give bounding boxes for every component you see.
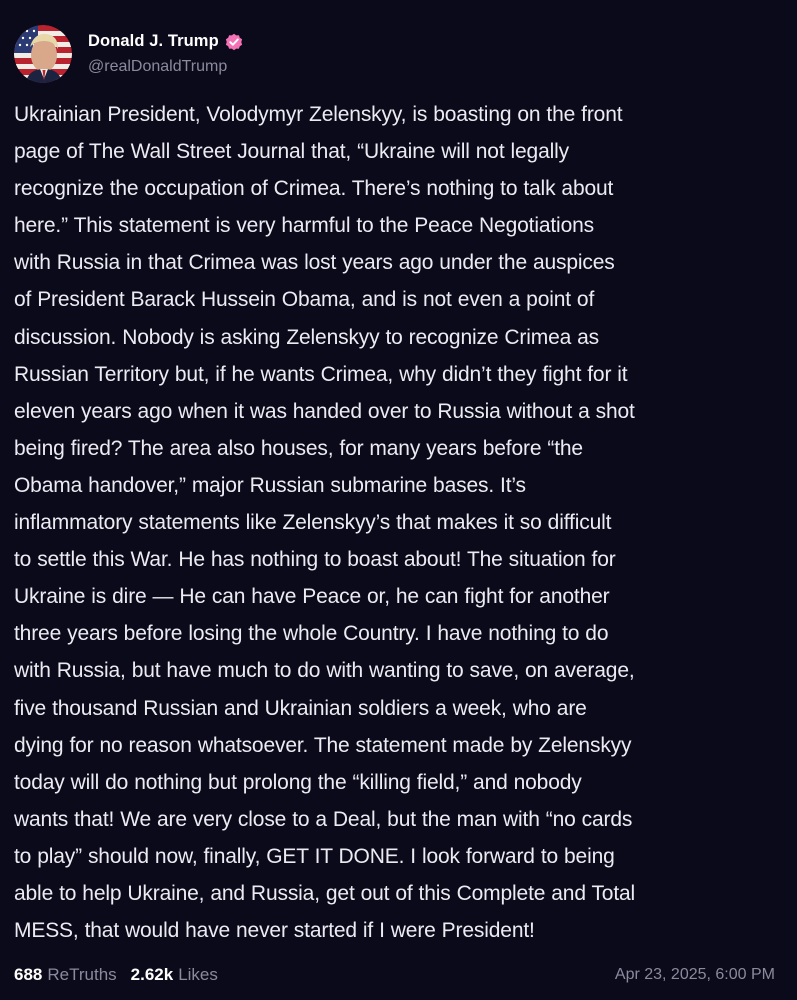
post-text-line: five thousand Russian and Ukrainian soldiers a week, who are — [14, 696, 587, 720]
post-text-line: eleven years ago when it was handed over to Russia without a shot — [14, 399, 635, 423]
post-header — [14, 25, 243, 83]
author-handle[interactable]: @realDonaldTrump — [88, 58, 228, 75]
likes-label: Likes — [178, 965, 218, 984]
retruths-label: ReTruths — [47, 965, 117, 984]
likes-stat[interactable] — [131, 965, 218, 985]
post-text-line: Obama handover,” major Russian submarine bases. It’s — [14, 473, 526, 497]
post-footer — [14, 962, 775, 988]
avatar-portrait-icon — [14, 25, 72, 83]
post-text-line: of President Barack Hussein Obama, and is not even a point of — [14, 288, 595, 312]
post-text-line: to play” should now, finally, GET IT DONE. I look forward to being — [14, 844, 615, 868]
post-text-line: MESS, that would have never started if I were President! — [14, 919, 535, 943]
post-text-line: page of The Wall Street Journal that, “Ukraine will not legally — [14, 140, 569, 164]
engagement-stats — [14, 965, 218, 985]
author-names — [88, 32, 243, 76]
author-avatar[interactable] — [14, 25, 72, 83]
verified-badge-icon — [225, 33, 243, 51]
post-text-line: discussion. Nobody is asking Zelenskyy to recognize Crimea as — [14, 325, 600, 349]
post-text-line: being fired? The area also houses, for many years before “the — [14, 436, 583, 460]
author-name-row — [88, 32, 243, 51]
post-body — [14, 96, 789, 949]
post-text-line: inflammatory statements like Zelenskyy’s that makes it so difficult — [14, 511, 612, 535]
retruths-count: 688 — [14, 965, 43, 984]
post-text-line: Russian Territory but, if he wants Crimea, why didn’t they fight for it — [14, 362, 628, 386]
post-text-line: three years before losing the whole Country. I have nothing to do — [14, 622, 609, 646]
post-text-line: recognize the occupation of Crimea. There’s nothing to talk about — [14, 177, 614, 201]
post-text-line: with Russia in that Crimea was lost years ago under the auspices — [14, 251, 615, 275]
post-text-line: today will do nothing but prolong the “killing field,” and nobody — [14, 770, 582, 794]
post-text-line: to settle this War. He has nothing to boast about! The situation for — [14, 548, 616, 572]
post-text-line: able to help Ukraine, and Russia, get out of this Complete and Total — [14, 881, 636, 905]
likes-count: 2.62k — [130, 965, 174, 984]
post-text-line: Ukrainian President, Volodymyr Zelenskyy, is boasting on the front — [14, 103, 623, 126]
post-text-line: here.” This statement is very harmful to the Peace Negotiations — [14, 214, 594, 238]
post-text-line: dying for no reason whatsoever. The statement made by Zelenskyy — [14, 733, 632, 757]
post-text-line: wants that! We are very close to a Deal, but the man with “no cards — [14, 807, 633, 831]
retruths-stat[interactable] — [14, 965, 117, 985]
author-display-name[interactable]: Donald J. Trump — [88, 32, 219, 50]
post-text-line: Ukraine is dire — He can have Peace or, he can fight for another — [14, 585, 610, 609]
post-text-line: with Russia, but have much to do with wanting to save, on average, — [14, 659, 635, 683]
post-timestamp[interactable]: Apr 23, 2025, 6:00 PM — [614, 966, 775, 983]
